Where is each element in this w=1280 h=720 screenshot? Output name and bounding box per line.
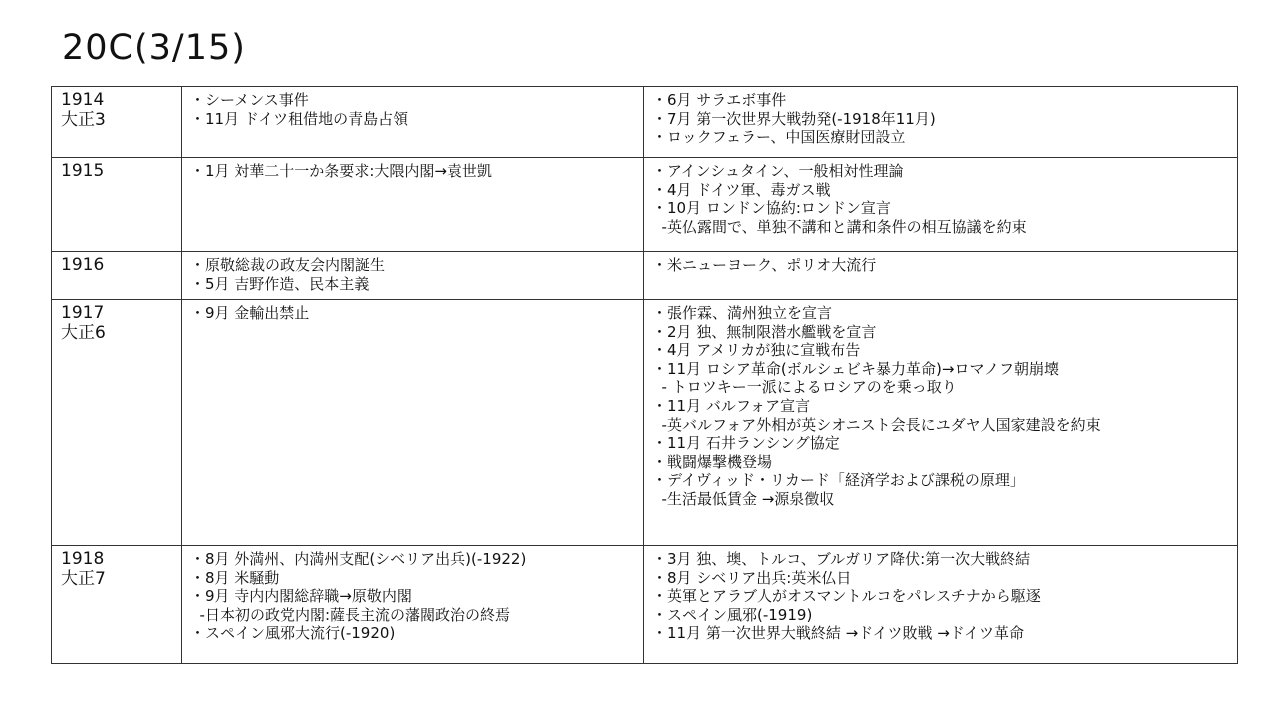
event-line: ・5月 吉野作造、民本主義 (190, 274, 370, 293)
year-label: 1915 (61, 161, 105, 181)
world-events-cell (644, 87, 1238, 158)
event-line: ・9月 金輸出禁止 (190, 304, 310, 322)
era-label: 大正6 (61, 322, 106, 343)
event-line: ・ロックフェラー、中国医療財団設立 (652, 128, 906, 147)
event-line: ・1月 対華二十一か条要求:大隈内閣→袁世凱 (190, 162, 492, 180)
world-events-cell (644, 252, 1238, 300)
event-line: ・8月 米騒動 (190, 568, 280, 587)
year-cell (52, 300, 182, 546)
event-line: ・英軍とアラブ人がオスマントルコをパレスチナから駆逐 (652, 587, 1041, 606)
event-line: ・シーメンス事件 (190, 91, 309, 109)
japan-events-cell (182, 87, 644, 158)
event-line: ・8月 外満州、内満州支配(シベリア出兵)(-1922) (190, 550, 527, 568)
event-line: ・11月 ロシア革命(ボルシェビキ暴力革命)→ロマノフ朝崩壊 (652, 359, 1060, 378)
event-line: ・10月 ロンドン協約:ロンドン宣言 (652, 199, 891, 218)
table-row (52, 87, 1238, 158)
event-line: -生活最低賃金 →源泉徴収 (652, 489, 835, 508)
event-line: ・3月 独、墺、トルコ、ブルガリア降伏:第一次大戦終結 (652, 550, 1031, 568)
event-line: ・デイヴィッド・リカード「経済学および課税の原理」 (652, 471, 1025, 490)
era-label: 大正7 (61, 568, 106, 589)
event-line: ・6月 サラエボ事件 (652, 91, 787, 109)
event-line: ・米ニューヨーク、ポリオ大流行 (652, 256, 877, 274)
table-row (52, 546, 1238, 664)
event-line: ・11月 第一次世界大戦終結 →ドイツ敗戦 →ドイツ革命 (652, 624, 1025, 643)
table-row (52, 300, 1238, 546)
event-line: ・9月 寺内内閣総辞職→原敬内閣 (190, 587, 412, 606)
japan-events-cell (182, 252, 644, 300)
table-row (52, 252, 1238, 300)
era-label: 大正3 (61, 109, 106, 130)
event-line: - トロツキー一派によるロシアのを乗っ取り (652, 378, 957, 397)
event-line: ・原敬総裁の政友会内閣誕生 (190, 256, 386, 274)
event-line: ・8月 シベリア出兵:英米仏日 (652, 568, 852, 587)
year-cell (52, 252, 182, 300)
event-line: -英バルフォア外相が英シオニスト会長にユダヤ人国家建設を約束 (652, 415, 1101, 434)
event-line: ・4月 ドイツ軍、毒ガス戦 (652, 180, 831, 199)
event-line: -日本初の政党内閣:薩長主流の藩閥政治の終焉 (190, 605, 511, 624)
event-line: -英仏露間で、単独不講和と講和条件の相互協議を約束 (652, 217, 1027, 236)
event-line: ・4月 アメリカが独に宣戦布告 (652, 341, 861, 360)
event-line: ・11月 バルフォア宣言 (652, 396, 811, 415)
japan-events-cell (182, 300, 644, 546)
event-line: ・11月 ドイツ租借地の青島占領 (190, 109, 409, 128)
year-label: 1916 (61, 255, 105, 275)
event-line: ・11月 石井ランシング協定 (652, 434, 840, 453)
year-label: 1914 (61, 90, 105, 110)
timeline-table (51, 86, 1238, 664)
year-cell (52, 158, 182, 252)
event-line: ・スペイン風邪大流行(-1920) (190, 624, 396, 643)
year-cell (52, 87, 182, 158)
year-cell (52, 546, 182, 664)
world-events-cell (644, 546, 1238, 664)
event-line: ・アインシュタイン、一般相対性理論 (652, 162, 904, 180)
year-label: 1917 (61, 303, 105, 323)
table-row (52, 158, 1238, 252)
year-label: 1918 (61, 549, 105, 569)
event-line: ・2月 独、無制限潜水艦戦を宣言 (652, 322, 877, 341)
slide-title: 20C(3/15) (62, 28, 246, 68)
world-events-cell (644, 300, 1238, 546)
event-line: ・戦闘爆撃機登場 (652, 452, 773, 471)
japan-events-cell (182, 546, 644, 664)
event-line: ・スペイン風邪(-1919) (652, 605, 813, 624)
world-events-cell (644, 158, 1238, 252)
japan-events-cell (182, 158, 644, 252)
event-line: ・張作霖、満州独立を宣言 (652, 304, 833, 322)
event-line: ・7月 第一次世界大戦勃発(-1918年11月) (652, 109, 936, 128)
